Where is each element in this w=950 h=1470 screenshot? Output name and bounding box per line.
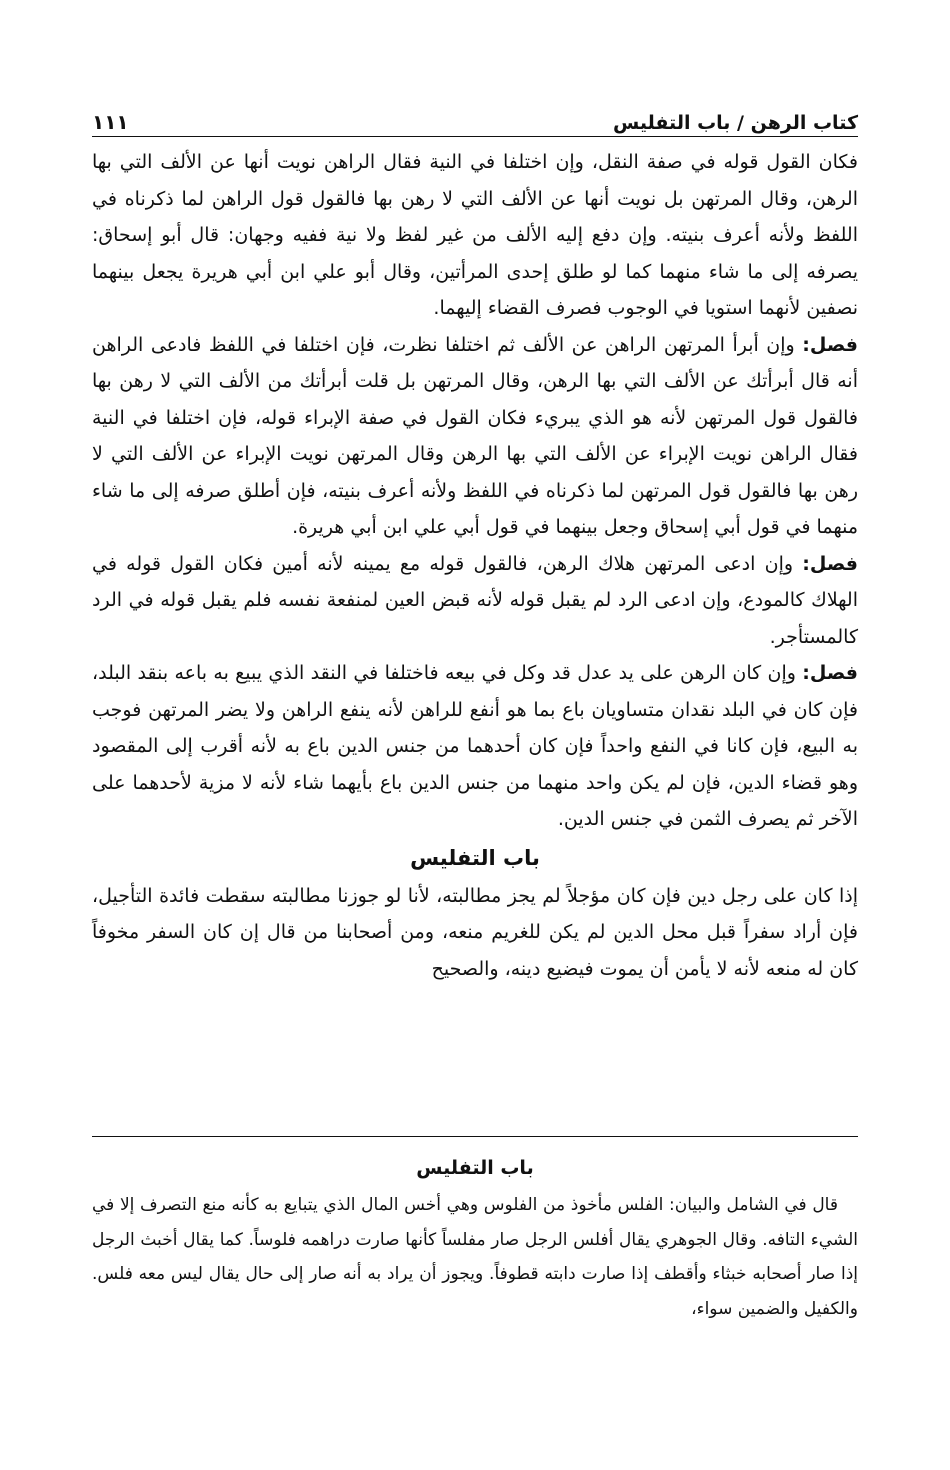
fasl-text: وإن أبرأ المرتهن الراهن عن الألف ثم اختلفا نظرت، فإن اختلفا في اللفظ فادعى الراهن أنه قال أبرأتك عن الألف التي بها الرهن، وقال المرتهن بل قلت أبرأتك من الألف التي لا رهن بها فالقول قول المرتهن لأنه هو الذي يبريء فكان القول في صفة الإبراء قوله، فإن اختلفا في النية فقال الراهن نويت الإبراء عن الألف التي بها الرهن وقال المرتهن نويت الإبراء عن الألف التي لا رهن بها فالقول قول المرتهن لما ذكرناه في اللفظ ولأنه أعرف بنيته، فإن أطلق صرفه إلى ما شاء منهما في قول أبي إسحاق وجعل بينهما في قول أبي علي ابن أبي هريرة. (92, 333, 858, 538)
paragraph-1: فكان القول قوله في صفة النقل، وإن اختلفا في النية فقال الراهن نويت أنها عن الألف التي بها الرهن، وقال المرتهن بل نويت أنها عن الألف التي لا رهن بها فالقول قول الراهن لما ذكرناه في اللفظ ولأنه أعرف بنيته. وإن دفع إليه الألف من غير لفظ ولا نية ففيه وجهان: قال أبو إسحاق: يصرفه إلى ما شاء منهما كما لو طلق إحدى المرأتين، وقال أبو علي ابن أبي هريرة يجعل بينهما نصفين لأنهما استويا في الوجوب فصرف القضاء إليهما. (92, 151, 858, 319)
paragraph-fasl-2 (92, 327, 858, 546)
footnote-heading: باب التفليس (416, 1157, 534, 1179)
fasl-label: فصل: (802, 662, 858, 684)
running-title: كتاب الرهن / باب التفليس (613, 112, 858, 134)
footnote-text: قال في الشامل والبيان: الفلس مأخوذ من الفلوس وهي أخس المال الذي يتبايع به كأنه منع التصرف إلا في الشيء التافه. وقال الجوهري يقال أفلس الرجل صار مفلساً كأنها صارت دراهمه فلوساً. كما يقال أخبث الرجل إذا صار أصحابه خبثاء وأقطف إذا صارت دابته قطوفاً. ويجوز أن يراد به أنه صار إلى حال يقال ليس معه فلس. والكفيل والضمين سواء، (92, 1195, 858, 1319)
header-rule (92, 136, 858, 137)
fasl-label: فصل: (802, 333, 859, 356)
paragraph-5: إذا كان على رجل دين فإن كان مؤجلاً لم يجز مطالبته، لأنا لو جوزنا مطالبته سقطت فائدة التأجيل، فإن أراد سفراً قبل محل الدين لم يكن للغريم منعه، ومن أصحابنا من قال إن كان السفر مخوفاً كان له منعه لأنه لا يأمن أن يموت فيضيع دينه، والصحيح (92, 884, 858, 980)
fasl-text: وإن ادعى المرتهن هلاك الرهن، فالقول قوله مع يمينه لأنه أمين فكان القول قوله في الهلاك كالمودع، وإن ادعى الرد لم يقبل قوله لأنه قبض العين لمنفعة نفسه فلم يقبل قوله في الرد كالمستأجر. (92, 552, 858, 648)
footnote-block (92, 1148, 858, 1326)
footnote-separator (92, 1136, 858, 1137)
paragraph-fasl-3 (92, 546, 858, 656)
page-number: ١١١ (92, 110, 129, 134)
fasl-text: وإن كان الرهن على يد عدل قد وكل في بيعه فاختلفا في النقد الذي يبيع به باعه بنقد البلد، فإن كان في البلد نقدان متساويان باع بما هو أنفع للراهن لأنه ينفع الراهن ولا يضر المرتهن فوجب به البيع، فإن كانا في النفع واحداً فإن كان أحدهما من جنس الدين باع به لأنه أقرب إلى المقصود وهو قضاء الدين، فإن لم يكن واحد منهما من جنس الدين باع بأيهما شاء لأنه لا مزية لأحدهما على الآخر ثم يصرف الثمن في جنس الدين. (92, 662, 858, 830)
main-text (92, 144, 858, 987)
paragraph-fasl-4 (92, 655, 858, 838)
section-heading: باب التفليس (410, 845, 540, 870)
fasl-label: فصل: (802, 552, 858, 575)
running-header (92, 94, 858, 134)
